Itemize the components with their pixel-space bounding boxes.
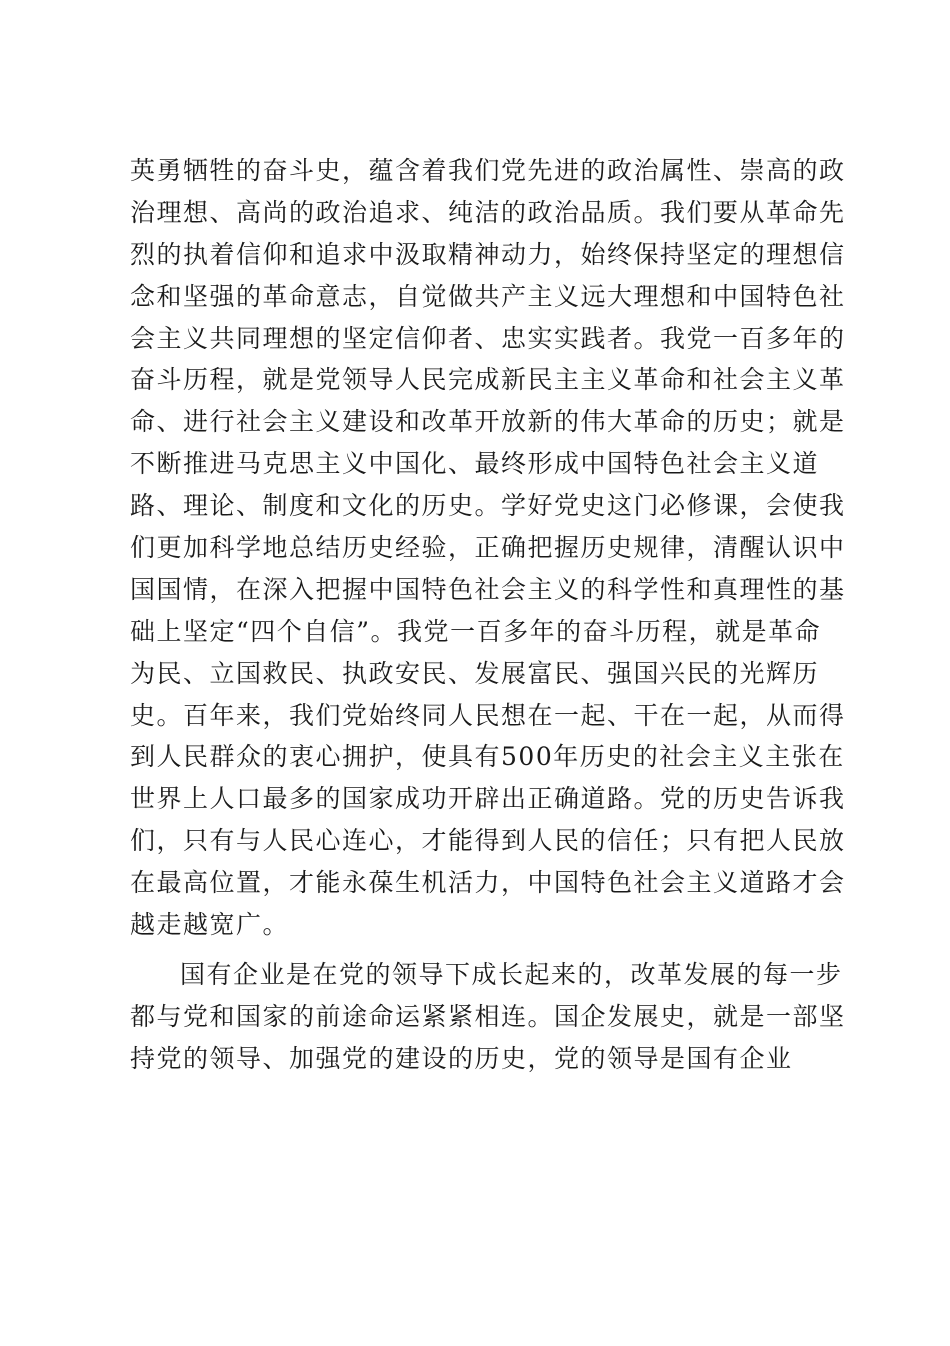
text-line: 国有企业是在党的领导下成长起来的，改革发展的每一步 (180, 959, 843, 989)
text-line: 命、进行社会主义建设和改革开放新的伟大革命的历史；就是 (130, 407, 846, 437)
text-line: 越走越宽广。 (130, 910, 290, 940)
text-line: 到人民群众的衷心拥护，使具有500年历史的社会主义主张在 (130, 742, 845, 772)
text-line: 英勇牺牲的奋斗史，蕴含着我们党先进的政治属性、崇高的政 (130, 156, 846, 185)
text-line: 会主义共同理想的坚定信仰者、忠实实践者。我党一百多年的 (130, 323, 846, 353)
text-line: 念和坚强的革命意志，自觉做共产主义远大理想和中国特色社 (130, 281, 846, 311)
text-line: 在最高位置，才能永葆生机活力，中国特色社会主义道路才会 (130, 868, 846, 898)
text-line: 史。百年来，我们党始终同人民想在一起、干在一起，从而得 (130, 700, 846, 730)
text-line: 持党的领导、加强党的建设的历史，党的领导是国有企业 (130, 1043, 793, 1073)
text-line: 们更加科学地总结历史经验，正确把握历史规律，清醒认识中 (130, 533, 846, 563)
text-line: 不断推进马克思主义中国化、最终形成中国特色社会主义道 (130, 449, 820, 479)
text-line: 们，只有与人民心连心，才能得到人民的信任；只有把人民放 (130, 826, 846, 856)
body-text (130, 150, 846, 1080)
text-line: 世界上人口最多的国家成功开辟出正确道路。党的历史告诉我 (130, 784, 846, 814)
text-line: 为民、立国救民、执政安民、发展富民、强国兴民的光辉历 (130, 658, 820, 688)
paragraph (130, 150, 846, 946)
text-line: 烈的执着信仰和追求中汲取精神动力，始终保持坚定的理想信 (130, 239, 846, 269)
text-line: 础上坚定“四个自信”。我党一百多年的奋斗历程，就是革命 (130, 616, 822, 646)
text-line: 治理想、高尚的政治追求、纯洁的政治品质。我们要从革命先 (130, 197, 846, 227)
text-line: 都与党和国家的前途命运紧紧相连。国企发展史，就是一部坚 (130, 1001, 846, 1031)
paragraph (130, 954, 846, 1080)
text-line: 奋斗历程，就是党领导人民完成新民主主义革命和社会主义革 (130, 365, 846, 395)
text-line: 路、理论、制度和文化的历史。学好党史这门必修课，会使我 (130, 491, 846, 521)
text-line: 国国情，在深入把握中国特色社会主义的科学性和真理性的基 (130, 574, 846, 604)
